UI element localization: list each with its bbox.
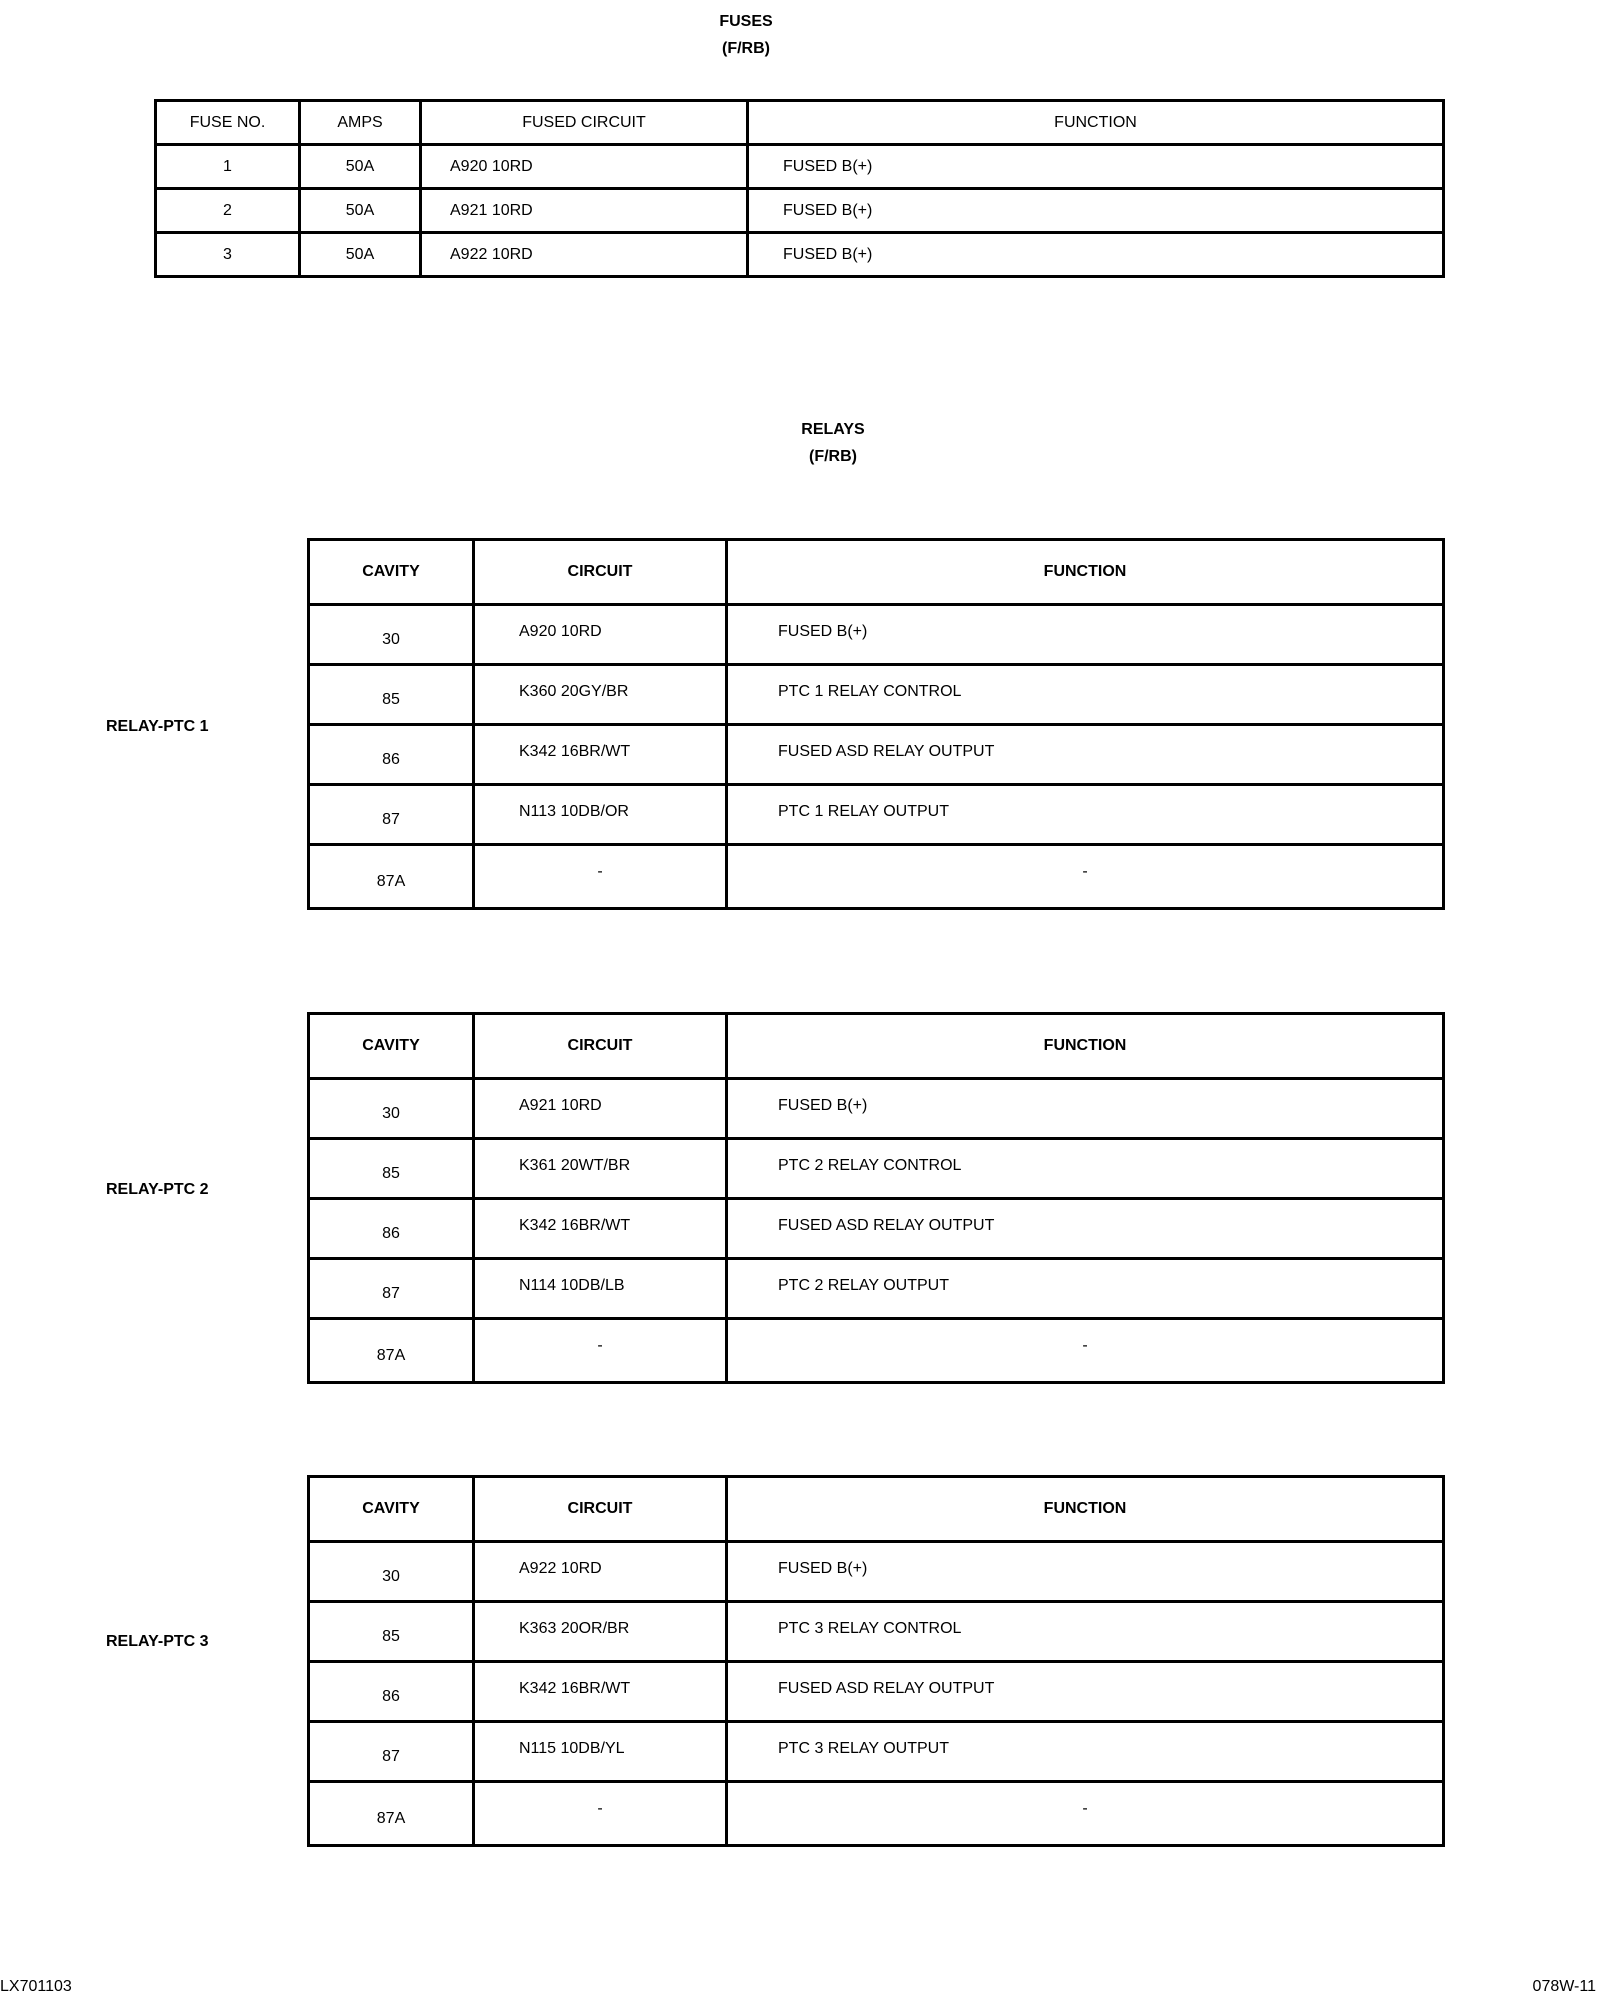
- table-row: [309, 1199, 1444, 1259]
- cavity-cell: 87: [309, 1259, 474, 1319]
- fuse-amps: 50A: [300, 233, 421, 277]
- header-circuit: CIRCUIT: [474, 1014, 727, 1079]
- cavity-cell: 87: [309, 1722, 474, 1782]
- table-row: [156, 189, 1444, 233]
- function-cell: -: [727, 845, 1444, 909]
- relays-subtitle: (F/RB): [809, 448, 857, 465]
- relay-ptc-2-label: RELAY-PTC 2: [106, 1181, 209, 1198]
- fuse-no: 2: [156, 189, 300, 233]
- table-row: [309, 785, 1444, 845]
- function-cell: FUSED B(+): [727, 1079, 1444, 1139]
- cavity-cell: 86: [309, 1662, 474, 1722]
- cavity-cell: 87A: [309, 1319, 474, 1383]
- function-cell: FUSED B(+): [727, 605, 1444, 665]
- circuit-cell: A920 10RD: [474, 605, 727, 665]
- relays-heading: [733, 416, 933, 470]
- table-row: [156, 233, 1444, 277]
- function-cell: FUSED ASD RELAY OUTPUT: [727, 1662, 1444, 1722]
- header-function: FUNCTION: [727, 1477, 1444, 1542]
- header-cavity: CAVITY: [309, 540, 474, 605]
- table-row: [309, 845, 1444, 909]
- table-row: [309, 1662, 1444, 1722]
- relay-ptc-1-label: RELAY-PTC 1: [106, 718, 209, 735]
- fuses-header-row: [156, 101, 1444, 145]
- cavity-cell: 86: [309, 1199, 474, 1259]
- fuses-title: FUSES: [719, 13, 773, 30]
- header-circuit: CIRCUIT: [474, 540, 727, 605]
- circuit-cell: K363 20OR/BR: [474, 1602, 727, 1662]
- cavity-cell: 30: [309, 1079, 474, 1139]
- table-row: [309, 1602, 1444, 1662]
- footer-left-code: LX701103: [0, 1978, 72, 1995]
- circuit-cell: -: [474, 1319, 727, 1383]
- fuse-no: 1: [156, 145, 300, 189]
- function-cell: -: [727, 1782, 1444, 1846]
- cavity-cell: 87A: [309, 1782, 474, 1846]
- fuse-function: FUSED B(+): [748, 145, 1444, 189]
- relay-ptc-3-label: RELAY-PTC 3: [106, 1633, 209, 1650]
- header-function: FUNCTION: [748, 101, 1444, 145]
- fuse-circuit: A920 10RD: [421, 145, 748, 189]
- fuse-circuit: A921 10RD: [421, 189, 748, 233]
- fuses-table: [154, 99, 1445, 278]
- cavity-cell: 87A: [309, 845, 474, 909]
- circuit-cell: A921 10RD: [474, 1079, 727, 1139]
- table-row: [309, 725, 1444, 785]
- table-row: [309, 1542, 1444, 1602]
- table-row: [309, 1139, 1444, 1199]
- header-amps: AMPS: [300, 101, 421, 145]
- relay-ptc-3-table: [307, 1475, 1445, 1847]
- circuit-cell: K342 16BR/WT: [474, 1199, 727, 1259]
- table-row: [309, 1079, 1444, 1139]
- circuit-cell: -: [474, 1782, 727, 1846]
- cavity-cell: 85: [309, 1139, 474, 1199]
- cavity-cell: 30: [309, 605, 474, 665]
- table-row: [309, 1259, 1444, 1319]
- header-fuse-no: FUSE NO.: [156, 101, 300, 145]
- function-cell: PTC 1 RELAY OUTPUT: [727, 785, 1444, 845]
- fuse-no: 3: [156, 233, 300, 277]
- function-cell: FUSED ASD RELAY OUTPUT: [727, 725, 1444, 785]
- table-row: [309, 1722, 1444, 1782]
- header-function: FUNCTION: [727, 540, 1444, 605]
- circuit-cell: N113 10DB/OR: [474, 785, 727, 845]
- footer-right-code: 078W-11: [1532, 1978, 1596, 1995]
- function-cell: -: [727, 1319, 1444, 1383]
- function-cell: PTC 3 RELAY OUTPUT: [727, 1722, 1444, 1782]
- relays-title: RELAYS: [801, 421, 865, 438]
- relay-header-row: [309, 1014, 1444, 1079]
- fuse-circuit: A922 10RD: [421, 233, 748, 277]
- circuit-cell: A922 10RD: [474, 1542, 727, 1602]
- relay-ptc-1-table: [307, 538, 1445, 910]
- circuit-cell: K361 20WT/BR: [474, 1139, 727, 1199]
- fuse-amps: 50A: [300, 145, 421, 189]
- circuit-cell: -: [474, 845, 727, 909]
- cavity-cell: 86: [309, 725, 474, 785]
- circuit-cell: K342 16BR/WT: [474, 725, 727, 785]
- cavity-cell: 30: [309, 1542, 474, 1602]
- table-row: [309, 1782, 1444, 1846]
- circuit-cell: N115 10DB/YL: [474, 1722, 727, 1782]
- cavity-cell: 87: [309, 785, 474, 845]
- relay-ptc-2-table: [307, 1012, 1445, 1384]
- header-fused-circuit: FUSED CIRCUIT: [421, 101, 748, 145]
- function-cell: FUSED B(+): [727, 1542, 1444, 1602]
- function-cell: FUSED ASD RELAY OUTPUT: [727, 1199, 1444, 1259]
- function-cell: PTC 2 RELAY CONTROL: [727, 1139, 1444, 1199]
- fuse-amps: 50A: [300, 189, 421, 233]
- header-cavity: CAVITY: [309, 1477, 474, 1542]
- cavity-cell: 85: [309, 1602, 474, 1662]
- header-function: FUNCTION: [727, 1014, 1444, 1079]
- circuit-cell: N114 10DB/LB: [474, 1259, 727, 1319]
- fuses-subtitle: (F/RB): [722, 40, 770, 57]
- fuses-heading: [646, 8, 846, 62]
- table-row: [309, 1319, 1444, 1383]
- header-cavity: CAVITY: [309, 1014, 474, 1079]
- fuse-function: FUSED B(+): [748, 233, 1444, 277]
- circuit-cell: K342 16BR/WT: [474, 1662, 727, 1722]
- function-cell: PTC 3 RELAY CONTROL: [727, 1602, 1444, 1662]
- relay-header-row: [309, 540, 1444, 605]
- fuse-function: FUSED B(+): [748, 189, 1444, 233]
- function-cell: PTC 1 RELAY CONTROL: [727, 665, 1444, 725]
- cavity-cell: 85: [309, 665, 474, 725]
- function-cell: PTC 2 RELAY OUTPUT: [727, 1259, 1444, 1319]
- header-circuit: CIRCUIT: [474, 1477, 727, 1542]
- circuit-cell: K360 20GY/BR: [474, 665, 727, 725]
- table-row: [309, 605, 1444, 665]
- table-row: [309, 665, 1444, 725]
- relay-header-row: [309, 1477, 1444, 1542]
- table-row: [156, 145, 1444, 189]
